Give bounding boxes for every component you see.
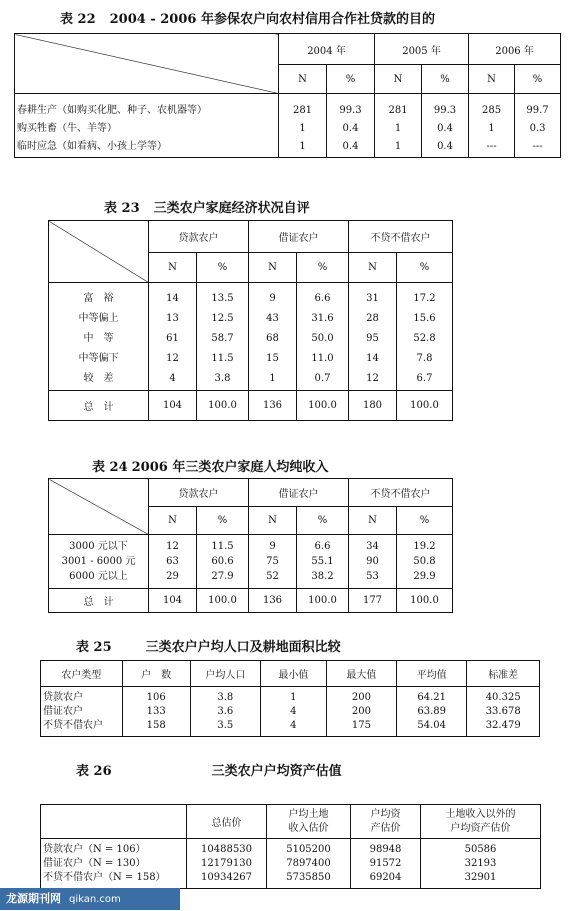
year-header: 2006 年 — [469, 34, 561, 65]
value-column — [249, 283, 297, 391]
header-line: 户均资产估价 — [450, 822, 511, 834]
total-row — [49, 589, 453, 613]
sub-header: N — [249, 253, 297, 283]
group-header: 借证农户 — [249, 221, 349, 253]
value-column — [422, 94, 469, 158]
cell-value: 19.2 — [413, 541, 436, 552]
table-22 — [14, 33, 561, 158]
cell-value: 50.8 — [413, 556, 436, 567]
cell-value: --- — [532, 141, 543, 152]
cell-value: 6.6 — [314, 293, 331, 304]
sub-header: N — [469, 65, 515, 94]
value-column — [297, 283, 349, 391]
cell-value: 0.4 — [437, 123, 453, 134]
cell-value: 29 — [166, 571, 179, 582]
cell-value: 1 — [394, 141, 402, 152]
cell-value: 60.6 — [211, 556, 234, 567]
cell-value: 7.8 — [416, 353, 433, 364]
cell-value: 0.4 — [437, 141, 453, 152]
column-header — [421, 805, 541, 839]
group-header: 不贷不借农户 — [349, 479, 453, 507]
sub-header: N — [149, 507, 197, 535]
cell-value: 14 — [166, 293, 179, 304]
cell-value: 63.89 — [417, 706, 447, 717]
table-number: 表 24 — [92, 460, 128, 475]
row-label: 不贷不借农户（N = 158） — [43, 872, 166, 883]
sub-header: N — [149, 253, 197, 283]
cell-value: 3.8 — [214, 373, 231, 384]
row-label: 临时应急（如看病、小孩上学等） — [17, 141, 167, 152]
cell-value: 281 — [388, 105, 408, 116]
value-column — [149, 535, 197, 589]
cell-value: 75 — [266, 556, 279, 567]
cell-value: 11.5 — [211, 541, 234, 552]
value-column — [326, 687, 396, 737]
cell-value: 12.5 — [211, 313, 234, 324]
value-column — [260, 687, 326, 737]
cell-value: 133 — [146, 706, 166, 717]
group-header: 贷款农户 — [149, 479, 249, 507]
group-header: 贷款农户 — [149, 221, 249, 253]
cell-value: 13 — [166, 313, 179, 324]
cell-value: 1 — [290, 692, 297, 703]
cell-value: 99.3 — [433, 105, 457, 116]
cell-value: 5105200 — [286, 844, 331, 855]
sub-header: N — [249, 507, 297, 535]
cell-value: 52.8 — [413, 333, 436, 344]
header-line: 土地收入以外的 — [445, 808, 516, 820]
sub-header: % — [327, 65, 375, 94]
row-label: 购买牲畜（牛、羊等） — [17, 123, 117, 134]
header-line: 户均土地 — [288, 808, 329, 820]
value-column — [327, 94, 375, 158]
cell-value: 34 — [366, 541, 379, 552]
cell-value: 55.1 — [311, 556, 334, 567]
watermark-site: qikan.com — [69, 894, 121, 905]
cell-value: 13.5 — [211, 293, 234, 304]
cell-value: 5735850 — [286, 872, 331, 883]
value-column — [469, 94, 515, 158]
header-line: 产估价 — [370, 822, 401, 834]
row-label: 借证农户（N = 130） — [43, 858, 146, 869]
cell-value: 17.2 — [413, 293, 436, 304]
value-column — [297, 535, 349, 589]
sub-header: N — [279, 65, 327, 94]
year-header: 2005 年 — [375, 34, 469, 65]
cell-value: 106 — [146, 692, 166, 703]
value-column — [122, 687, 190, 737]
cell-value: 33.678 — [485, 706, 521, 717]
sub-header: % — [422, 65, 469, 94]
cell-value: 90 — [366, 556, 379, 567]
cell-value: 95 — [366, 333, 379, 344]
cell-value: 11.5 — [211, 353, 234, 364]
column-header — [351, 805, 421, 839]
row-labels-cell — [49, 535, 149, 589]
row-label: 中等偏下 — [78, 353, 119, 364]
total-label: 总 计 — [49, 391, 149, 421]
cell-value: 100.0 — [397, 391, 453, 421]
cell-value: 11.0 — [311, 353, 334, 364]
table-number: 表 22 — [60, 12, 96, 27]
table-25 — [40, 660, 540, 737]
cell-value: 9 — [269, 541, 276, 552]
sub-header: N — [349, 253, 397, 283]
cell-value: 98948 — [369, 844, 402, 855]
cell-value: 100.0 — [197, 589, 249, 613]
cell-value: 15.6 — [413, 313, 436, 324]
cell-value: 68 — [266, 333, 279, 344]
table-23 — [48, 220, 453, 421]
cell-value: 1 — [488, 123, 495, 134]
cell-value: 0.7 — [314, 373, 331, 384]
cell-value: 58.7 — [211, 333, 234, 344]
group-header: 借证农户 — [249, 479, 349, 507]
value-column — [149, 283, 197, 391]
cell-value: 99.7 — [526, 105, 549, 116]
cell-value: 40.325 — [485, 692, 521, 703]
column-header — [267, 805, 351, 839]
cell-value: 158 — [146, 720, 166, 731]
cell-value: 52 — [266, 571, 279, 582]
cell-value: 200 — [351, 692, 371, 703]
cell-value: 7897400 — [286, 858, 331, 869]
cell-value: 15 — [266, 353, 279, 364]
value-column — [421, 839, 541, 889]
cell-value: 3.8 — [217, 692, 234, 703]
value-column — [397, 283, 453, 391]
cell-value: 281 — [292, 105, 313, 116]
value-column — [397, 687, 467, 737]
value-column — [515, 94, 561, 158]
cell-value: 12 — [166, 541, 179, 552]
cell-value: 32193 — [464, 858, 497, 869]
cell-value: 32901 — [464, 872, 497, 883]
table-number: 表 26 — [76, 764, 112, 779]
watermark-name: 龙源期刊网 — [6, 892, 61, 905]
row-label: 3000 元以下 — [69, 541, 128, 552]
sub-header: % — [397, 253, 453, 283]
value-column — [267, 839, 351, 889]
row-label: 春耕生产（如购买化肥、种子、农机器等） — [17, 105, 207, 116]
table-26 — [40, 804, 541, 889]
table-26-title — [76, 760, 342, 779]
cell-value: 4 — [169, 373, 176, 384]
cell-value: 0.4 — [342, 123, 359, 134]
cell-value: 50586 — [464, 844, 497, 855]
cell-value: 31 — [366, 293, 379, 304]
cell-value: 31.6 — [311, 313, 334, 324]
cell-value: 99.3 — [339, 105, 362, 116]
sub-header: N — [349, 507, 397, 535]
cell-value: 64.21 — [417, 692, 447, 703]
cell-value: 175 — [351, 720, 371, 731]
watermark-logo — [0, 888, 180, 910]
cell-value: 12 — [166, 353, 179, 364]
cell-value: 1 — [269, 373, 276, 384]
row-label: 3001 - 6000 元 — [61, 556, 136, 567]
cell-value: 50.0 — [311, 333, 334, 344]
row-labels-cell — [15, 94, 279, 158]
cell-value: 104 — [149, 589, 197, 613]
cell-value: 38.2 — [311, 571, 334, 582]
table-title-text: 三类农户户均人口及耕地面积比较 — [145, 640, 341, 655]
cell-value: 100.0 — [297, 589, 349, 613]
cell-value: 200 — [351, 706, 371, 717]
table-title-text: 三类农户户均资产估值 — [211, 764, 342, 779]
value-column — [351, 839, 421, 889]
sub-header: N — [375, 65, 422, 94]
row-labels-cell — [49, 283, 149, 391]
cell-value: 14 — [366, 353, 379, 364]
cell-value: 12179130 — [201, 858, 252, 869]
table-title-text: 三类农户家庭经济状况自评 — [153, 201, 310, 216]
column-header: 最小值 — [260, 661, 326, 687]
row-label: 6000 元以上 — [69, 571, 128, 582]
cell-value: 32.479 — [485, 720, 521, 731]
column-header: 户 数 — [122, 661, 190, 687]
cell-value: 180 — [349, 391, 397, 421]
table-title-text: 2006 年三类农户家庭人均纯收入 — [131, 460, 329, 475]
header-line: 收入估价 — [288, 822, 329, 834]
column-header: 最大值 — [326, 661, 396, 687]
cell-value: 43 — [266, 313, 279, 324]
cell-value: 91572 — [369, 858, 402, 869]
cell-value: 4 — [290, 720, 297, 731]
column-header: 户均人口 — [190, 661, 260, 687]
column-header: 总估价 — [187, 805, 267, 839]
row-label: 贷款农户（N = 106） — [43, 844, 146, 855]
row-label: 中等偏上 — [78, 313, 119, 324]
value-column — [375, 94, 422, 158]
diagonal-header-cell — [49, 221, 149, 283]
cell-value: 1 — [299, 141, 306, 152]
cell-value: 100.0 — [397, 589, 453, 613]
cell-value: 27.9 — [211, 571, 234, 582]
cell-value: 104 — [149, 391, 197, 421]
cell-value: 136 — [249, 589, 297, 613]
sub-header: % — [397, 507, 453, 535]
cell-value: 29.9 — [413, 571, 436, 582]
row-labels-cell — [41, 839, 187, 889]
table-22-title — [60, 8, 435, 27]
empty-header-cell — [41, 805, 187, 839]
cell-value: 1 — [299, 123, 306, 134]
value-column — [190, 687, 260, 737]
cell-value: 6.6 — [314, 541, 331, 552]
value-column — [349, 283, 397, 391]
cell-value: 100.0 — [197, 391, 249, 421]
column-header: 农户类型 — [41, 661, 123, 687]
sub-header: % — [297, 507, 349, 535]
cell-value: --- — [486, 141, 497, 152]
row-label: 富 裕 — [83, 293, 114, 304]
table-title-text: 2004 - 2006 年参保农户向农村信用合作社贷款的目的 — [109, 12, 435, 27]
row-label: 不贷不借农户 — [43, 720, 103, 731]
cell-value: 3.5 — [217, 720, 234, 731]
value-column — [349, 535, 397, 589]
value-column — [249, 535, 297, 589]
sub-header: % — [197, 253, 249, 283]
row-label: 贷款农户 — [43, 692, 83, 703]
cell-value: 61 — [166, 333, 179, 344]
table-number: 表 23 — [104, 201, 140, 216]
column-header: 标准差 — [467, 661, 540, 687]
row-label: 中 等 — [83, 333, 114, 344]
cell-value: 53 — [366, 571, 379, 582]
cell-value: 10488530 — [201, 844, 252, 855]
value-column — [197, 535, 249, 589]
cell-value: 177 — [349, 589, 397, 613]
total-row — [49, 391, 453, 421]
cell-value: 54.04 — [417, 720, 447, 731]
cell-value: 0.3 — [529, 123, 546, 134]
table-number: 表 25 — [76, 640, 112, 655]
cell-value: 12 — [366, 373, 379, 384]
year-header: 2004 年 — [279, 34, 375, 65]
cell-value: 100.0 — [297, 391, 349, 421]
total-label: 总 计 — [49, 589, 149, 613]
cell-value: 136 — [249, 391, 297, 421]
header-line: 户均资 — [370, 808, 401, 820]
value-column — [279, 94, 327, 158]
value-column — [187, 839, 267, 889]
table-24-title — [92, 456, 328, 475]
cell-value: 3.6 — [217, 706, 234, 717]
table-25-title — [76, 636, 341, 655]
cell-value: 0.4 — [342, 141, 359, 152]
row-label: 较 差 — [83, 373, 114, 384]
cell-value: 6.7 — [416, 373, 433, 384]
cell-value: 285 — [481, 105, 502, 116]
value-column — [397, 535, 453, 589]
diagonal-header-cell — [49, 479, 149, 535]
column-header: 平均值 — [397, 661, 467, 687]
row-label: 借证农户 — [43, 706, 83, 717]
sub-header: % — [297, 253, 349, 283]
value-column — [197, 283, 249, 391]
cell-value: 4 — [290, 706, 297, 717]
value-column — [467, 687, 540, 737]
row-labels-cell — [41, 687, 123, 737]
cell-value: 9 — [269, 293, 276, 304]
cell-value: 69204 — [369, 872, 402, 883]
cell-value: 1 — [394, 123, 402, 134]
cell-value: 63 — [166, 556, 179, 567]
table-23-title — [104, 197, 310, 216]
sub-header: % — [515, 65, 561, 94]
cell-value: 28 — [366, 313, 379, 324]
cell-value: 10934267 — [201, 872, 252, 883]
table-24 — [48, 478, 453, 613]
group-header: 不贷不借农户 — [349, 221, 453, 253]
diagonal-header-cell — [15, 34, 279, 94]
sub-header: % — [197, 507, 249, 535]
